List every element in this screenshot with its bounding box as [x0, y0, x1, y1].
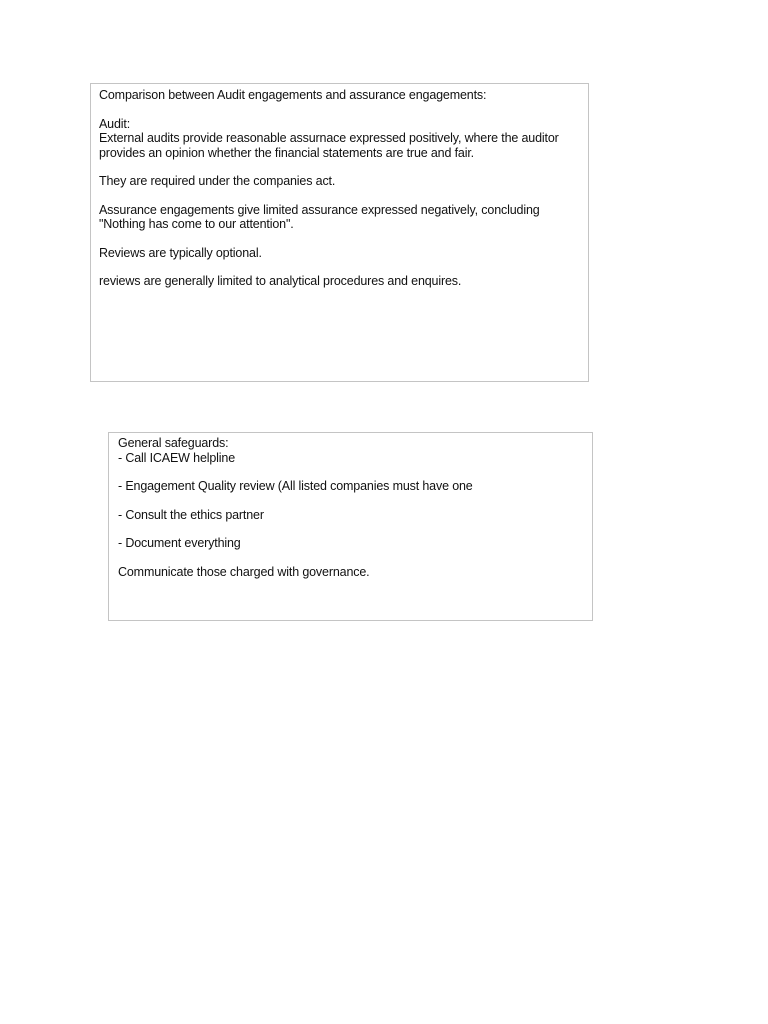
spacer	[99, 260, 580, 274]
audit-label: Audit:	[99, 116, 131, 131]
reviews-limited-text: reviews are generally limited to analytical procedures and enquires.	[99, 274, 462, 288]
safeguard-item: Communicate those charged with governance.	[118, 564, 370, 579]
audit-text-line: External audits provide reasonable assurnace expressed positively, where the auditor	[99, 131, 559, 145]
required-text: They are required under the companies act.	[99, 174, 336, 188]
comparison-heading: Comparison between Audit engagements and assurance engagements:	[99, 88, 487, 102]
safeguards-heading: General safeguards:	[118, 436, 229, 450]
reviews-optional-text: Reviews are typically optional.	[99, 245, 262, 260]
spacer	[118, 522, 583, 536]
spacer	[99, 189, 580, 203]
spacer	[99, 160, 580, 174]
spacer	[118, 465, 583, 479]
comparison-note-box	[90, 83, 589, 382]
spacer	[99, 232, 580, 246]
safeguard-item: - Document everything	[118, 536, 241, 550]
spacer	[99, 103, 580, 117]
safeguard-item: - Call ICAEW helpline	[118, 450, 236, 465]
spacer	[118, 551, 583, 565]
assurance-text-line: "Nothing has come to our attention".	[99, 217, 294, 231]
assurance-text-line: Assurance engagements give limited assurance expressed negatively, concluding	[99, 202, 540, 217]
safeguard-item: - Consult the ethics partner	[118, 507, 264, 522]
safeguard-item: - Engagement Quality review (All listed companies must have one	[118, 479, 473, 493]
spacer	[118, 494, 583, 508]
audit-text-line: provides an opinion whether the financial statements are true and fair.	[99, 145, 475, 160]
safeguards-note-box	[108, 432, 593, 621]
